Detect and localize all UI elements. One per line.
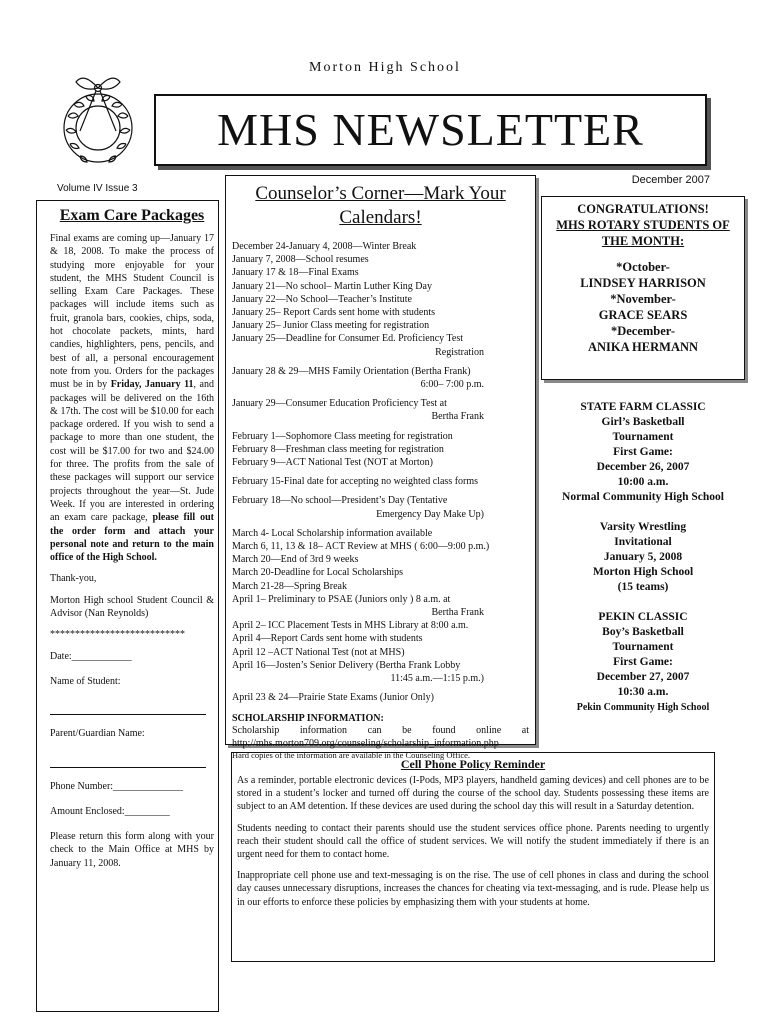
student-october: LINDSEY HARRISON xyxy=(580,276,706,290)
parent-name-label: Parent/Guardian Name: xyxy=(50,728,145,740)
calendar-entry: Emergency Day Make Up) xyxy=(376,508,484,520)
calendar-entry: April 2– ICC Placement Tests in MHS Library at 8:00 a.m. xyxy=(232,620,469,632)
month-december: *December- xyxy=(610,324,676,338)
cell-policy-box xyxy=(231,749,715,962)
calendar-entry: April 1– Preliminary to PSAE (Juniors only ) 8 a.m. at xyxy=(232,593,451,605)
scholarship-title: SCHOLARSHIP INFORMATION: xyxy=(232,712,384,724)
calendar-entry: January 25– Report Cards sent home with students xyxy=(232,307,436,319)
sports-events xyxy=(541,400,745,730)
sports-event-line: Varsity Wrestling xyxy=(599,521,687,533)
return-instructions: Please return this form along with your check to the Main Office at MHS by January 11, 2008. xyxy=(50,831,214,869)
scholarship-text: Scholarship information can be found online at http://mhs.morton709.org/counseling/scholarship_information.php xyxy=(232,724,529,749)
cell-policy-p1: As a reminder, portable electronic devices (I-Pods, MP3 players, handheld gaming devices) and cell phones are to be stored in a student’s locker and turned off during the course of the school day. Students possessing these items are subject to an AM detention. If these devices are used during the school day this will result in a Saturday detention. xyxy=(237,775,709,813)
month-november: *November- xyxy=(610,292,676,306)
sports-event-line: First Game: xyxy=(613,446,673,458)
calendar-entry: 11:45 a.m.—1:15 p.m.) xyxy=(390,673,484,685)
calendar-entry: January 22—No School—Teacher’s Institute xyxy=(232,293,412,305)
calendar-entry: February 18—No school—President’s Day (Tentative xyxy=(232,495,448,507)
month-october: *October- xyxy=(616,260,670,274)
calendar-entry: December 24-January 4, 2008—Winter Break xyxy=(232,241,417,252)
sports-event-line: Morton High School xyxy=(592,566,694,578)
calendar-entry: January 25—Deadline for Consumer Ed. Proficiency Test xyxy=(232,333,464,345)
calendar-entry: April 23 & 24—Prairie State Exams (Junior Only) xyxy=(232,692,434,704)
sports-event-line: Boy’s Basketball xyxy=(602,626,684,638)
exam-care-title: Exam Care Packages xyxy=(59,207,205,224)
text-segment: , and packages will be delivered on the 16th & 17th. The cost will be $10.00 for each package ordered. If you wish to send a package to more than one student, the cost will be $17.00 for two and $24.00 for three. The profits from the sale of these packages will support our service projects throughout the year—St. Jude Week. If you are interested in ordering an exam care package, xyxy=(50,379,214,524)
wreath-icon xyxy=(48,66,148,176)
exam-care-box xyxy=(36,200,219,1012)
scholarship-note: Hard copies of the information are available in the Counseling Office. xyxy=(232,749,470,760)
student-december: ANIKA HERMANN xyxy=(587,340,699,354)
sports-event-line: STATE FARM CLASSIC xyxy=(580,401,706,413)
calendar-entry: March 21-28—Spring Break xyxy=(232,580,347,592)
exam-care-paragraph xyxy=(50,232,214,564)
congrats-heading: CONGRATULATIONS! xyxy=(577,202,709,216)
deadline-bold: Friday, January 11 xyxy=(110,379,194,391)
sports-event-line: Pekin Community High School xyxy=(576,702,710,713)
calendar-entry: January 21—No school– Martin Luther King Day xyxy=(232,280,432,292)
calendar-entry: March 6, 11, 13 & 18– ACT Review at MHS ( 6:00—9:00 p.m.) xyxy=(232,541,490,553)
sports-event-line: Invitational xyxy=(614,536,672,548)
calendar-entry: Bertha Frank xyxy=(431,411,484,423)
calendar-entry: Bertha Frank xyxy=(431,607,484,619)
calendar-entry: Registration xyxy=(435,346,484,358)
student-name-label: Name of Student: xyxy=(50,675,121,687)
stars-divider: *************************** xyxy=(50,629,185,641)
instruction-bold: please fill out the order form and attach your personal note and return to the main office of the High School. xyxy=(50,512,214,564)
student-november: GRACE SEARS xyxy=(598,308,688,322)
text-segment: Final exams are coming up—January 17 & 18, 2008. To make the process of studying more enjoyable for your student, the MHS Student Council is selling Exam Care Packages. These packages will include items such as fruit, granola bars, cookies, chips, soda, hot chocolate packets, mints, hard candies, highlighters, pens, pencils, and best of all, a personal encouragement note from you. Orders for the packages must be in by xyxy=(50,233,214,391)
rotary-heading: MHS ROTARY STUDENTS OF THE MONTH: xyxy=(556,218,730,248)
calendar-entry: March 20—End of 3rd 9 weeks xyxy=(232,554,359,566)
newsletter-title: MHS NEWSLETTER xyxy=(217,104,644,155)
calendar-entry: April 16—Josten’s Senior Delivery (Bertha Frank Lobby xyxy=(232,659,461,671)
issue-date: December 2007 xyxy=(631,174,710,186)
congrats-box xyxy=(541,196,745,380)
sports-event-line: 10:00 a.m. xyxy=(617,476,669,488)
calendar-entry: April 12 –ACT National Test (not at MHS) xyxy=(232,646,405,658)
sports-event-line: First Game: xyxy=(613,656,673,668)
sports-event-line: Tournament xyxy=(612,641,674,653)
sports-event-line: December 27, 2007 xyxy=(596,671,690,683)
thank-you: Thank-you, xyxy=(50,573,97,585)
phone-field[interactable]: Phone Number:______________ xyxy=(50,780,184,792)
calendar-entry: January 7, 2008—School resumes xyxy=(232,254,369,266)
cell-policy-title: Cell Phone Policy Reminder xyxy=(400,757,546,771)
sports-event xyxy=(541,400,745,505)
calendar-entry: April 4—Report Cards sent home with students xyxy=(232,633,423,645)
sports-event-line: January 5, 2008 xyxy=(603,551,683,563)
calendar-entry: January 17 & 18—Final Exams xyxy=(232,267,359,279)
calendar-entry: March 20-Deadline for Local Scholarships xyxy=(232,567,404,579)
school-name: Morton High School xyxy=(309,60,461,75)
exam-care-body xyxy=(50,232,214,870)
parent-name-field[interactable] xyxy=(50,753,206,768)
sports-event xyxy=(541,610,745,715)
signoff: Morton High school Student Council & Advisor (Nan Reynolds) xyxy=(50,594,214,620)
sports-event xyxy=(541,520,745,595)
sports-event-line: Tournament xyxy=(612,431,674,443)
calendar-list xyxy=(232,240,529,705)
amount-field[interactable]: Amount Enclosed:_________ xyxy=(50,805,170,817)
sports-event-line: Girl’s Basketball xyxy=(601,416,685,428)
cell-policy-p3: Inappropriate cell phone use and text-messaging is on the rise. The use of cell phones in class and during the school day causes unnecessary disruptions, increases the chances for cheating via text-messaging, and is rude. Please help us in our efforts to enforce these policies by emphasizing them with your students at home. xyxy=(237,870,709,908)
calendar-entry: January 25– Junior Class meeting for registration xyxy=(232,320,430,332)
cell-policy-p2: Students needing to contact their parents should use the student services office phone. Parents needing to urgently reach their student should call the office of student services. We will notify the student immediately if there is an urgent need for them to contact home. xyxy=(237,822,709,861)
sports-event-line: 10:30 a.m. xyxy=(617,686,669,698)
calendar-entry: January 29—Consumer Education Proficiency Test at xyxy=(232,398,447,410)
calendar-entry: January 28 & 29—MHS Family Orientation (Bertha Frank) xyxy=(232,365,471,377)
calendar-entry: February 15-Final date for accepting no weighted class forms xyxy=(232,476,479,488)
sports-event-line: (15 teams) xyxy=(617,581,669,593)
date-field[interactable]: Date:____________ xyxy=(50,650,132,662)
calendar-entry: February 1—Sophomore Class meeting for registration xyxy=(232,430,453,442)
masthead xyxy=(154,94,707,166)
calendar-entry: February 9—ACT National Test (NOT at Morton) xyxy=(232,457,433,469)
calendar-entry: March 4- Local Scholarship information available xyxy=(232,527,433,539)
sports-event-line: Normal Community High School xyxy=(562,491,724,503)
counselor-corner-box xyxy=(225,175,536,760)
calendar-entry: February 8—Freshman class meeting for registration xyxy=(232,443,444,455)
volume-issue: Volume IV Issue 3 xyxy=(57,183,138,194)
sports-event-line: PEKIN CLASSIC xyxy=(598,611,688,623)
sports-event-line: December 26, 2007 xyxy=(596,461,690,473)
student-name-field[interactable] xyxy=(50,700,206,715)
calendar-entry: 6:00– 7:00 p.m. xyxy=(420,379,484,391)
counselor-title: Counselor’s Corner—Mark Your Calendars! xyxy=(255,183,506,228)
